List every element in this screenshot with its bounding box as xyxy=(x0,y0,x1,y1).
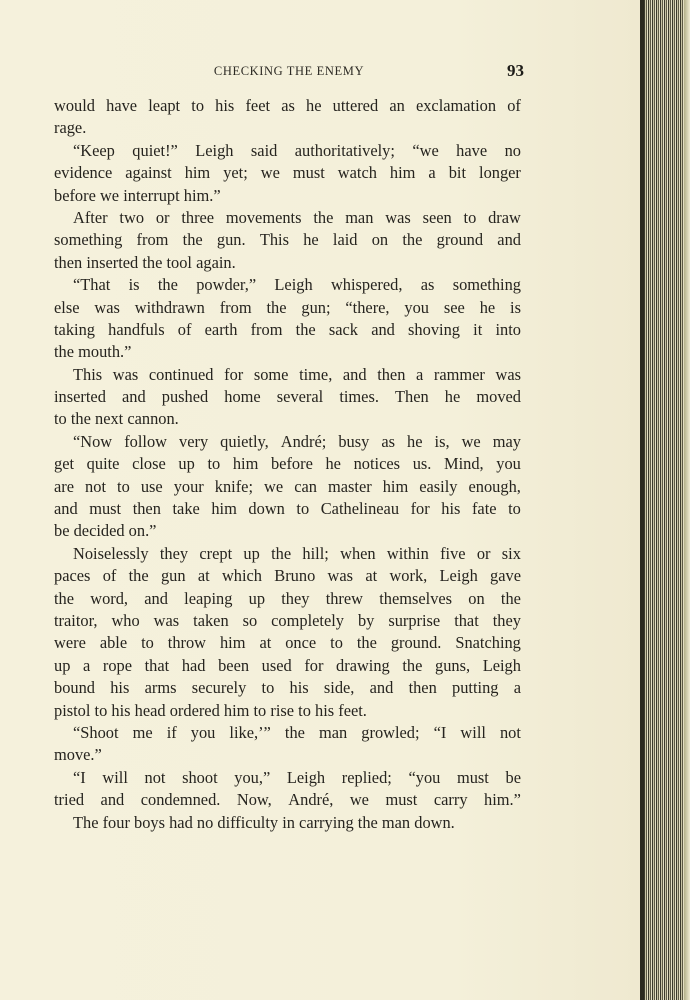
running-head xyxy=(54,62,524,82)
text-line: be decided on.” xyxy=(54,521,157,541)
text-line: were able to throw him at once to the ground. Snatching xyxy=(54,633,521,653)
text-line: tried and condemned. Now, André, we must carry him.” xyxy=(54,790,521,810)
body-text xyxy=(54,95,521,834)
text-line: then inserted the tool again. xyxy=(54,252,236,272)
text-line: get quite close up to him before he notices us. Mind, you xyxy=(54,454,521,474)
text-line: “I will not shoot you,” Leigh replied; “you must be xyxy=(73,767,521,787)
text-line: “That is the powder,” Leigh whispered, as something xyxy=(73,275,521,295)
text-line: After two or three movements the man was seen to draw xyxy=(73,207,521,227)
text-line: would have leapt to his feet as he uttered an exclamation of xyxy=(54,96,521,115)
text-line: bound his arms securely to his side, and then putting a xyxy=(54,678,521,698)
page-edges xyxy=(640,0,690,1000)
text-line: The four boys had no difficulty in carrying the man down. xyxy=(73,812,455,832)
page-number: 93 xyxy=(507,61,524,80)
text-line: the word, and leaping up they threw themselves on the xyxy=(54,588,521,608)
text-line: inserted and pushed home several times. Then he moved xyxy=(54,387,521,407)
text-line: “Shoot me if you like,’” the man growled; “I will not xyxy=(73,722,521,742)
text-line: the mouth.” xyxy=(54,342,132,362)
text-line: This was continued for some time, and then a rammer was xyxy=(73,364,521,384)
text-line: paces of the gun at which Bruno was at work, Leigh gave xyxy=(54,566,521,586)
text-line: move.” xyxy=(54,745,102,765)
text-line: else was withdrawn from the gun; “there, you see he is xyxy=(54,297,521,317)
text-line: to the next cannon. xyxy=(54,409,179,429)
text-line: before we interrupt him.” xyxy=(54,185,221,205)
text-line: and must then take him down to Cathelineau for his fate to xyxy=(54,499,521,519)
text-line: up a rope that had been used for drawing the guns, Leigh xyxy=(54,655,521,675)
text-line: “Keep quiet!” Leigh said authoritatively; “we have no xyxy=(73,140,521,160)
text-line: taking handfuls of earth from the sack and shoving it into xyxy=(54,319,521,339)
text-line: pistol to his head ordered him to rise to his feet. xyxy=(54,700,367,720)
text-line: are not to use your knife; we can master him easily enough, xyxy=(54,476,521,496)
text-line: traitor, who was taken so completely by surprise that they xyxy=(54,610,521,630)
text-line: evidence against him yet; we must watch him a bit longer xyxy=(54,163,521,183)
text-line: rage. xyxy=(54,118,87,138)
text-line: Noiselessly they crept up the hill; when within five or six xyxy=(73,543,521,563)
text-line: something from the gun. This he laid on the ground and xyxy=(54,230,521,250)
text-line: “Now follow very quietly, André; busy as he is, we may xyxy=(73,431,521,451)
running-title: CHECKING THE ENEMY xyxy=(213,64,365,78)
